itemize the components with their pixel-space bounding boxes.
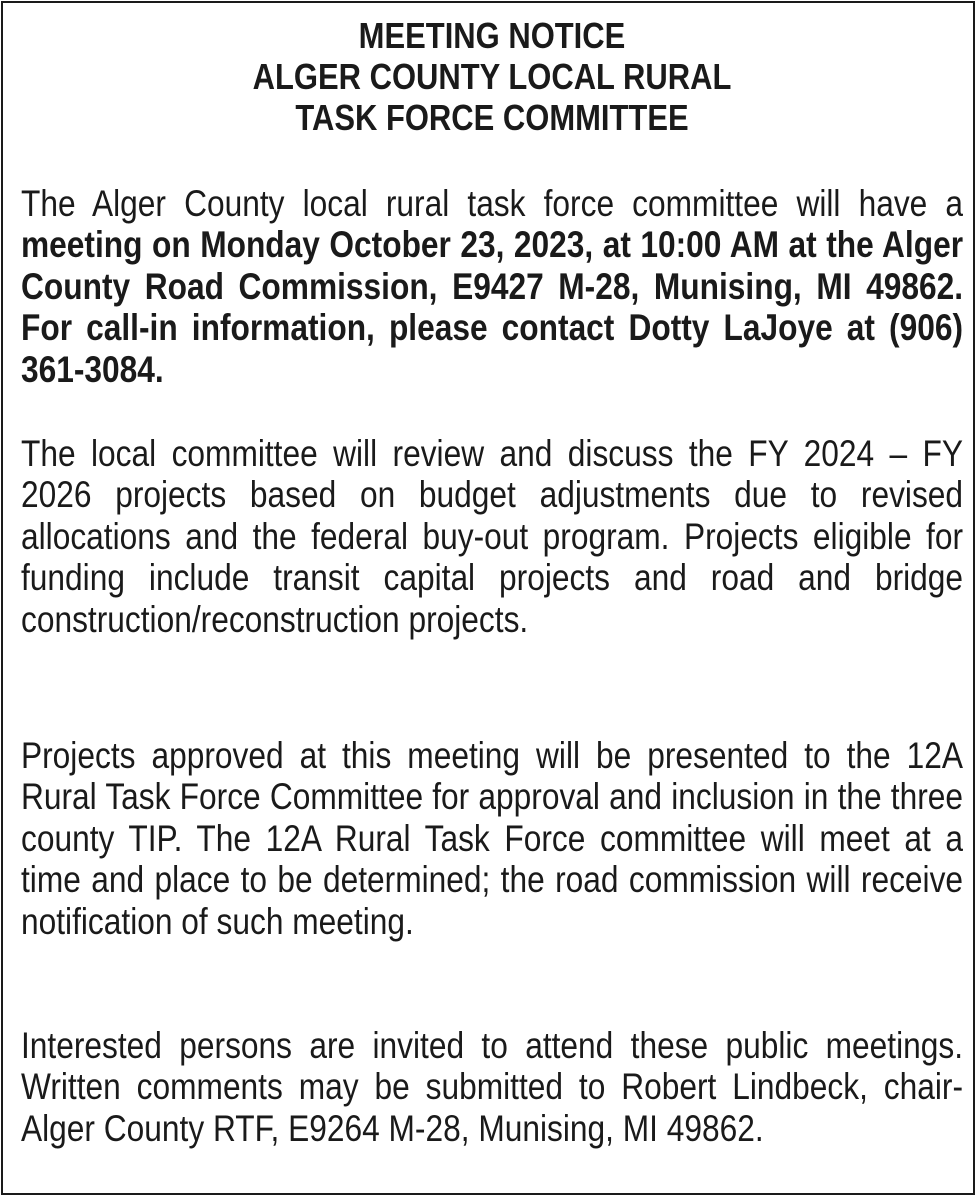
meeting-bold-details: meeting on Monday October 23, 2023, at 10:00 AM at the Alger County Road Commission, E9427 M-28, Munising, MI 49862. For call-in information, please contact Dotty LaJoye at (906) 361-3084. [21, 224, 964, 390]
comments-paragraph: Interested persons are invited to attend these public meetings. Written comments may be submitted to Robert Lindbeck, chair-Alger County RTF, E9264 M-28, Munising, MI 49862. [21, 1025, 964, 1149]
notice-heading [87, 15, 897, 138]
approval-paragraph: Projects approved at this meeting will be presented to the 12A Rural Task Force Committee for approval and inclusion in the three county TIP. The 12A Rural Task Force committee will meet at a time and place to be determined; the road commission will receive notification of such meeting. [21, 735, 964, 942]
heading-line-1: MEETING NOTICE [358, 15, 626, 56]
review-paragraph: The local committee will review and discuss the FY 2024 – FY 2026 projects based on budget adjustments due to revised allocations and the federal buy-out program. Projects eligible for funding include transit capital projects and road and bridge construction/reconstruction projects. [21, 433, 964, 640]
meeting-details-paragraph [21, 183, 963, 390]
meeting-intro-text: The Alger County local rural task force committee will have a [21, 183, 964, 224]
notice-frame [1, 1, 975, 1195]
notice-content [21, 15, 964, 1149]
heading-line-2: ALGER COUNTY LOCAL RURAL [252, 56, 732, 97]
heading-line-3: TASK FORCE COMMITTEE [295, 97, 689, 138]
